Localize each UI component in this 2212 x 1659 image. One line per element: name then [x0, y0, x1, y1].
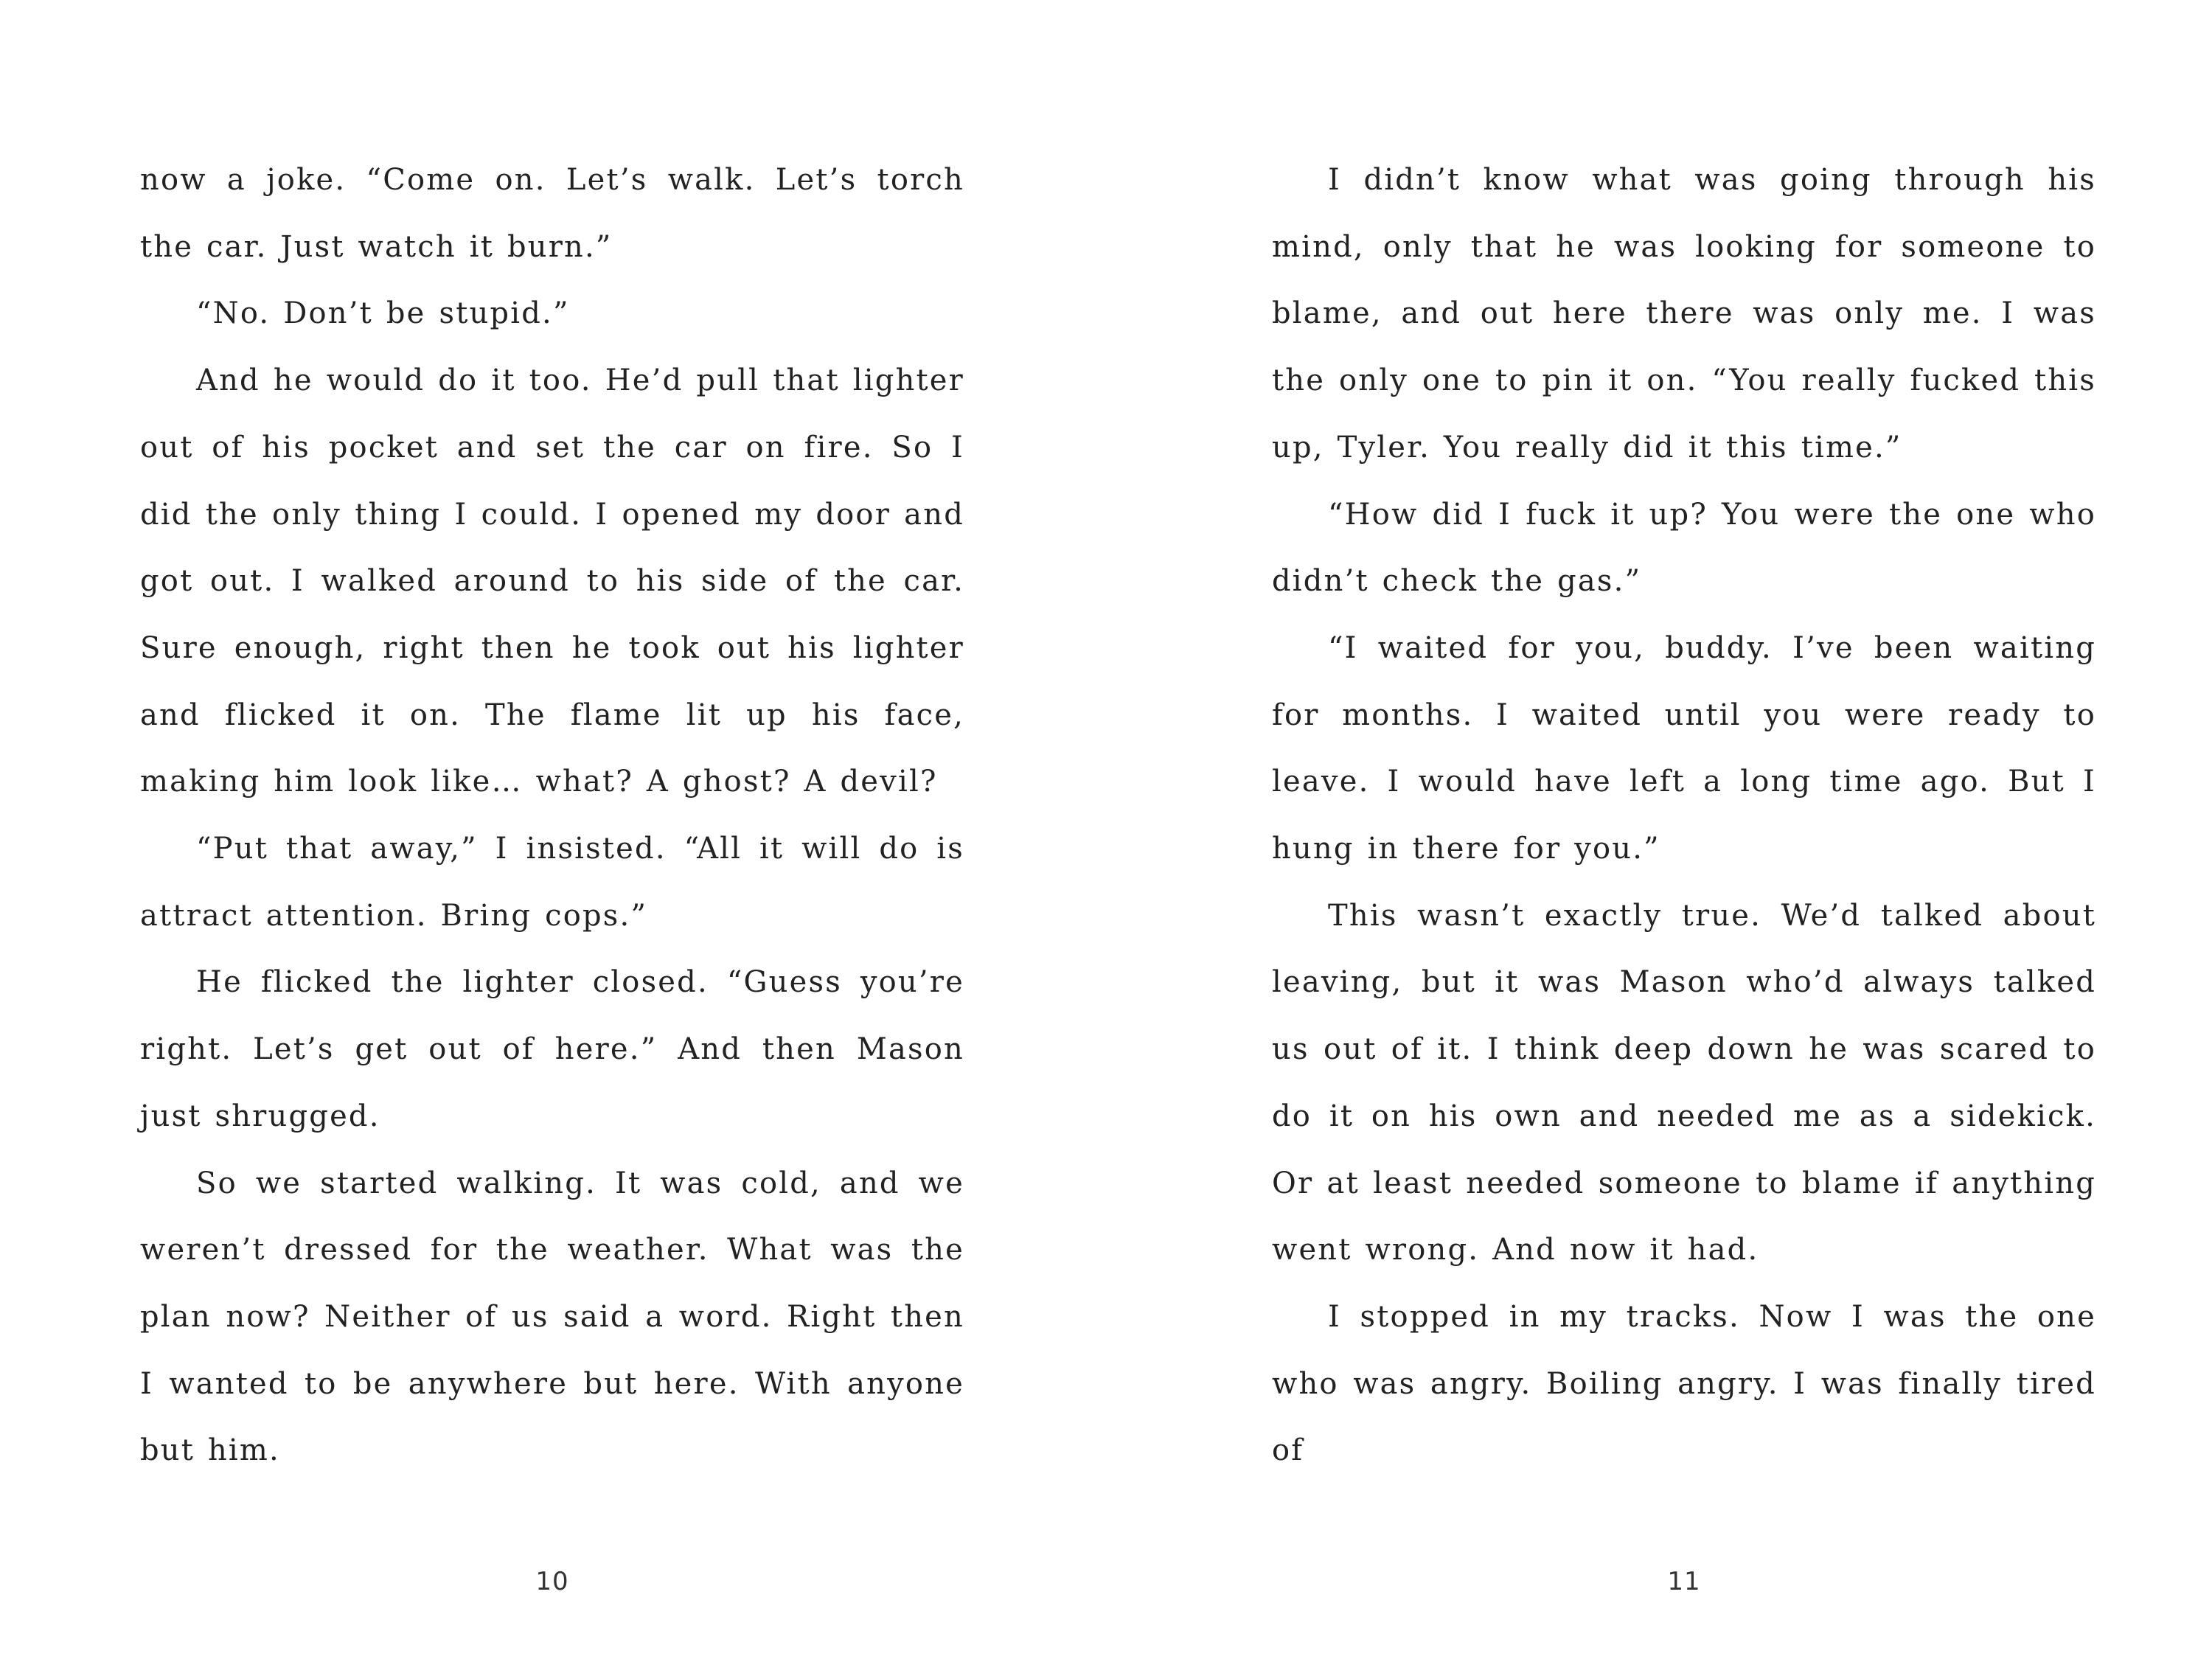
paragraph: So we started walking. It was cold, and we weren’t dressed for the weather. What was the plan now? Neither of us said a word. Right then I wanted to be anywhere but here. With anyone but him.	[140, 1166, 964, 1468]
paragraph: And he would do it too. He’d pull that lighter out of his pocket and set the car on fire. So I did the only thing I could. I opened my door and got out. I walked around to his side of the car. Sure enough, right then he took out his lighter and flicked it on. The flame lit up his face, making him look like… what? A ghost? A devil?	[140, 364, 964, 799]
paragraph: “I waited for you, buddy. I’ve been waiting for months. I waited until you were ready to leave. I would have left a long time ago. But I hung in there for you.”	[1272, 630, 2096, 866]
paragraph: I stopped in my tracks. Now I was the one who was angry. Boiling angry. I was finally tired of	[1272, 1299, 2096, 1468]
paragraph: now a joke. “Come on. Let’s walk. Let’s torch the car. Just watch it burn.”	[140, 163, 964, 264]
page-number: 11	[1667, 1567, 1701, 1596]
paragraph: This wasn’t exactly true. We’d talked about leaving, but it was Mason who’d always talked us out of it. I think deep down he was scared to do it on his own and needed me as a sidekick. Or at least needed someone to blame if anything went wrong. And now it had.	[1272, 898, 2096, 1267]
paragraph: “How did I fuck it up? You were the one who didn’t check the gas.”	[1272, 497, 2096, 599]
left-page-text	[140, 147, 964, 1484]
right-page	[1106, 0, 2212, 1659]
right-page-text	[1272, 147, 2096, 1484]
paragraph: “Put that away,” I insisted. “All it will do is attract attention. Bring cops.”	[140, 832, 964, 933]
paragraph: I didn’t know what was going through his mind, only that he was looking for someone to blame, and out here there was only me. I was the only one to pin it on. “You really fucked this up, Tyler. You really did it this time.”	[1272, 163, 2096, 465]
paragraph: He flicked the lighter closed. “Guess you’re right. Let’s get out of here.” And then Mason just shrugged.	[140, 965, 964, 1133]
page-number: 10	[535, 1567, 569, 1596]
paragraph: “No. Don’t be stupid.”	[196, 296, 570, 331]
